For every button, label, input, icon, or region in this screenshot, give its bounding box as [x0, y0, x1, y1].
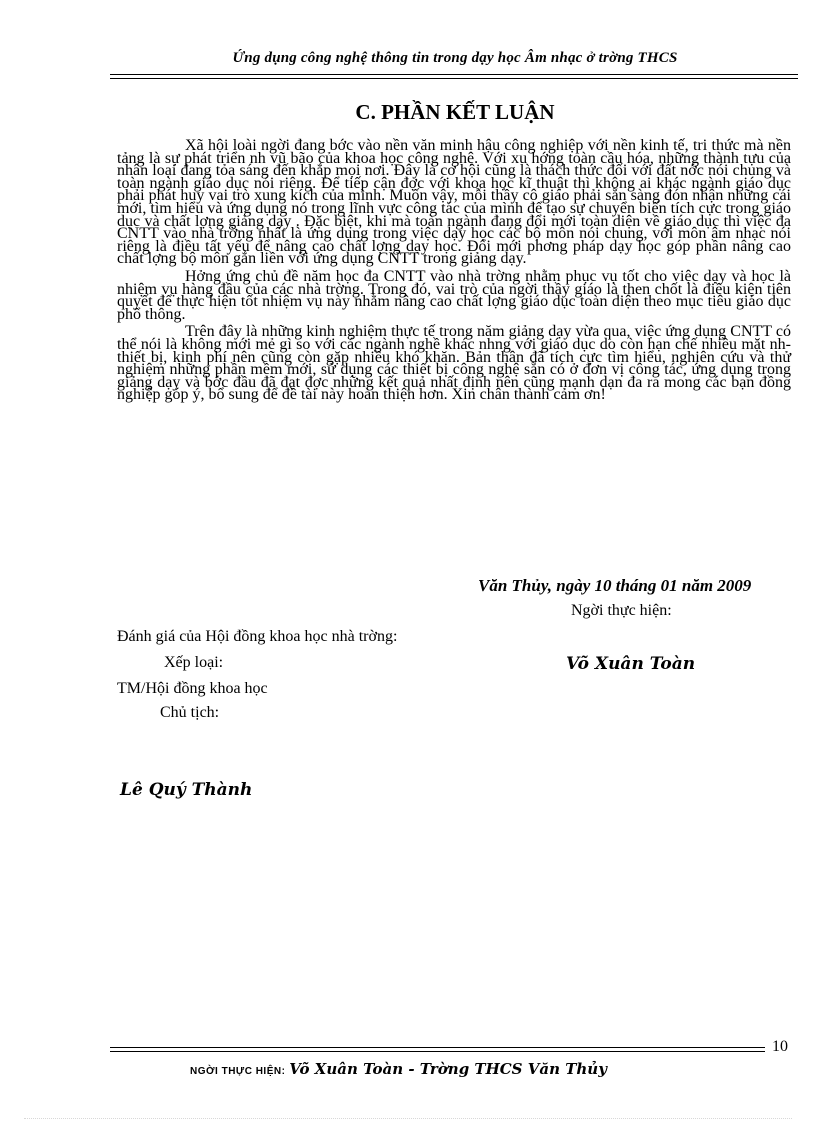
- chairman-name: Lê Quý Thành: [120, 780, 253, 800]
- ranking-label: Xếp loại:: [164, 654, 224, 671]
- evaluation-label: Đánh giá của Hội đồng khoa học nhà trờng:: [117, 628, 398, 645]
- paragraph-1: Xã hội loài ngời đang bớc vào nền văn minh hậu công nghiệp với nền kinh tế, tri thức mà nền tảng là sự phát triển nh vũ bão của khoa học công nghệ. Với xu hớng toàn cầu hóa, những thành tựu của nhân loại đang tỏa sáng đến khắp mọi nơi. Đây là cơ hội cũng là thách thức đối với đất nớc nói chung và toàn ngành giáo dục nói riêng. Để tiếp cận đợc với khoa học kĩ thuật thì không ai khác ngành giáo dục phải phát huy vai trò xung kích của mình. Muốn vậy, mỗi thầy cô giáo phải sẵn sàng đón nhận những cái mới, tìm hiểu và ứng dụng nó trong lĩnh vực công tác của mình để tạo sự chuyển biến tích cực trong giáo dục và chất lợng giảng dạy . Đặc biệt, khi mà toàn ngành đang đổi mới toàn diện về giáo dục thì việc đa CNTT vào nhà trờng nhất là ứng dụng trong việc dạy học các bộ môn nói chung, với môn âm nhạc nói riêng là điều tất yếu để nâng cao chất lợng dạy học. Đổi mới phơng pháp dạy học góp phần nâng cao chất lợng bộ môn gắn liền với ứng dụng CNTT trong giảng dạy.: [117, 137, 791, 268]
- section-heading: C. PHẦN KẾT LUẬN: [355, 100, 555, 124]
- page-number: 10: [772, 1038, 788, 1055]
- conclusion-body: [117, 137, 791, 407]
- paragraph-3: Trên đây là những kinh nghiệm thực tế trong năm giảng dạy vừa qua, việc ứng dụng CNTT có thể nói là không mới mẻ gì so với các ngành nghề khác nhng với giáo dục do còn hạn chế nhiều mặt nh thiết bị, kinh phí nên cũng còn gặp nhiều khó khăn. Bản thân đã tích cực tìm hiểu, nghiên cứu và thử nghiệm những phần mềm mới, sử dụng các thiết bị công nghệ sẵn có ở đơn vị công tác, ứng dụng trong giảng dạy và bớc đầu đã đạt đợc những kết quả nhất định nên cũng mạnh dạn đa ra mong các bạn đồng nghiệp góp ý, bổ sung để đề tài này hoàn thiện hơn. Xin chân thành cảm ơn!: [117, 323, 791, 404]
- footer-divider: [110, 1047, 765, 1052]
- signer-name: Võ Xuân Toàn: [566, 654, 696, 674]
- chairman-label: Chủ tịch:: [160, 704, 220, 721]
- header-divider: [110, 74, 798, 79]
- footer-author-school: Võ Xuân Toàn - Trờng THCS Văn Thủy: [289, 1060, 607, 1078]
- page-edge: [24, 1118, 792, 1119]
- signer-label: Ngời thực hiện:: [571, 602, 672, 619]
- council-label: TM/Hội đồng khoa học: [117, 680, 268, 697]
- date-line: Văn Thủy, ngày 10 tháng 01 năm 2009: [478, 576, 752, 595]
- footer-label: NGỜI THỰC HIỆN:: [190, 1066, 286, 1077]
- running-header-title: Ứng dụng công nghệ thông tin trong dạy học Âm nhạc ở trờng THCS: [232, 50, 678, 66]
- footer-line: [190, 1060, 607, 1079]
- paragraph-2: Hởng ứng chủ đề năm học đa CNTT vào nhà trờng nhằm phục vụ tốt cho việc dạy và học là nhiệm vụ hàng đầu của các nhà trờng. Trong đó, vai trò của ngời thầy giáo là then chốt là điều kiện tiên quyết để thực hiện tốt nhiệm vụ này nhằm nâng cao chất lợng giáo dục toàn diện theo mục tiêu giáo dục phổ thông.: [117, 267, 791, 323]
